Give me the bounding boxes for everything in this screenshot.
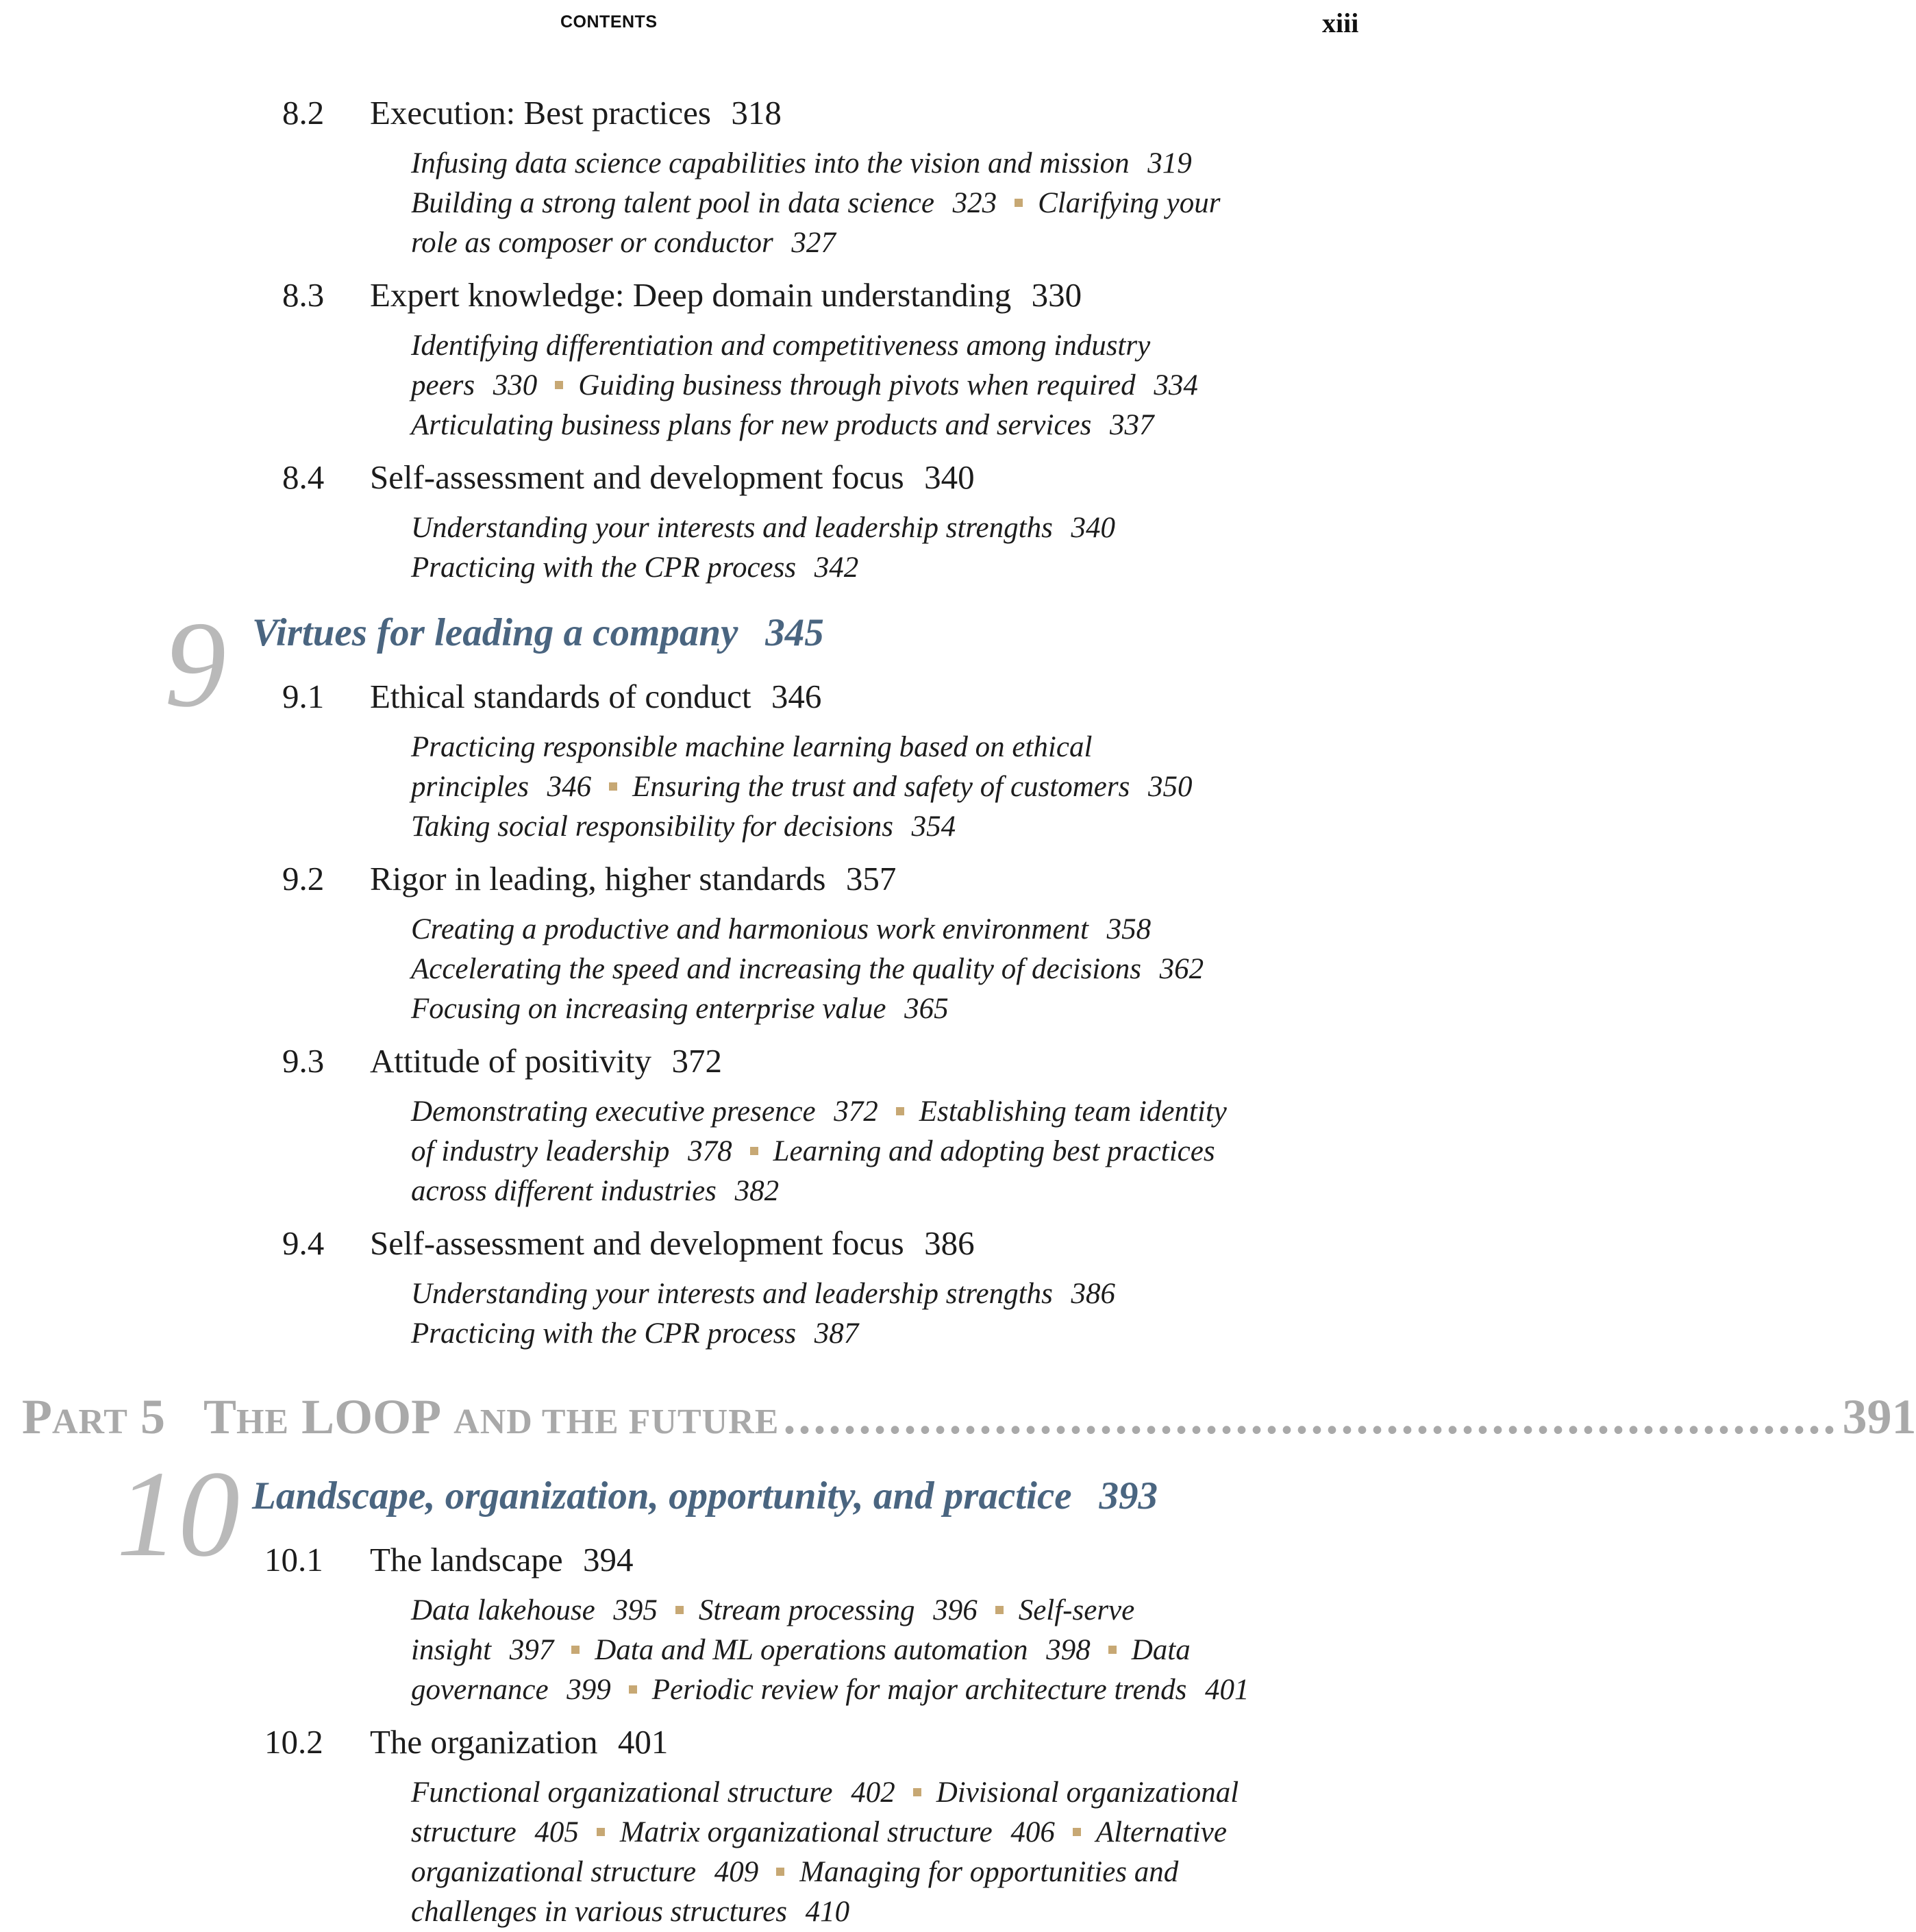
toc-link[interactable]: Understanding your interests and leadership strengths xyxy=(411,512,1053,544)
subsection-line: structure 405 Matrix organizational structure 406 Alternative xyxy=(411,1816,1227,1848)
bullet-separator xyxy=(609,782,617,791)
section-title[interactable]: Rigor in leading, higher standards 357 xyxy=(370,860,897,897)
toc-link[interactable]: Functional organizational structure xyxy=(411,1776,833,1809)
subsection-line: Demonstrating executive presence 372 Establishing team identity xyxy=(411,1095,1227,1128)
bullet-separator xyxy=(995,1606,1004,1614)
subsection-line: peers 330 Guiding business through pivots when required 334 xyxy=(411,369,1198,401)
chapter-title[interactable]: Virtues for leading a company 345 xyxy=(252,611,824,654)
part-label: PART 5 xyxy=(22,1389,165,1444)
toc-link[interactable]: across different industries xyxy=(411,1175,717,1207)
part-title: THE LOOP AND THE FUTURE xyxy=(203,1389,780,1444)
page-number: xiii xyxy=(1322,8,1359,38)
bullet-separator xyxy=(555,381,563,389)
subsection-line: across different industries 382 xyxy=(411,1175,780,1207)
section-number: 10.2 xyxy=(264,1723,323,1761)
toc-link[interactable]: organizational structure xyxy=(411,1856,697,1888)
part-page-number: 391 xyxy=(1842,1389,1916,1444)
dot-leader: ...................................................................... xyxy=(783,1389,1839,1444)
subsection-line: principles 346 Ensuring the trust and safety of customers 350 xyxy=(411,771,1193,803)
subsection-line: role as composer or conductor 327 xyxy=(411,227,836,259)
bullet-separator xyxy=(1015,199,1023,207)
toc-link[interactable]: governance xyxy=(411,1674,549,1706)
toc-link[interactable]: Practicing responsible machine learning based on ethical xyxy=(411,731,1093,763)
subsection-line: Accelerating the speed and increasing the quality of decisions 362 xyxy=(411,953,1204,985)
subsection-line: Understanding your interests and leadership strengths 340 xyxy=(411,512,1115,544)
section-title[interactable]: Ethical standards of conduct 346 xyxy=(370,678,822,715)
section-number: 9.2 xyxy=(282,860,325,897)
subsection-line: Functional organizational structure 402 Divisional organizational xyxy=(411,1776,1239,1809)
chapter-title[interactable]: Landscape, organization, opportunity, and practice 393 xyxy=(252,1474,1158,1518)
subsection-line: challenges in various structures 410 xyxy=(411,1896,850,1928)
subsection-line xyxy=(411,326,1150,366)
toc-link[interactable]: Establishing team identity xyxy=(919,1095,1227,1128)
subsection-line xyxy=(411,728,1092,767)
toc-link[interactable]: Building a strong talent pool in data science xyxy=(411,187,934,219)
section-number: 8.3 xyxy=(282,276,325,314)
toc-link[interactable]: Identifying differentiation and competitiveness among industry xyxy=(411,330,1151,362)
chapter-numeral: 10 xyxy=(116,1446,240,1582)
subsection-line: Practicing with the CPR process 342 xyxy=(411,552,859,584)
subsection-line: Building a strong talent pool in data science 323 Clarifying your xyxy=(411,187,1221,219)
toc-link[interactable]: Matrix organizational structure xyxy=(619,1816,993,1848)
toc-link[interactable]: Data lakehouse xyxy=(411,1594,595,1626)
section-number: 10.1 xyxy=(264,1541,323,1578)
toc-link[interactable]: Alternative xyxy=(1095,1816,1227,1848)
bullet-separator xyxy=(776,1868,784,1876)
toc-link[interactable]: Infusing data science capabilities into the vision and mission xyxy=(411,147,1130,179)
bullet-separator xyxy=(675,1606,684,1614)
toc-link[interactable]: role as composer or conductor xyxy=(411,227,773,259)
toc-link[interactable]: Understanding your interests and leadership strengths xyxy=(411,1278,1053,1310)
toc-link[interactable]: structure xyxy=(411,1816,517,1848)
subsection-line: Infusing data science capabilities into the vision and mission 319 xyxy=(411,147,1192,179)
toc-link[interactable]: Managing for opportunities and xyxy=(799,1856,1179,1888)
toc-link[interactable]: insight xyxy=(411,1634,492,1666)
toc-part-5[interactable] xyxy=(22,1389,1916,1450)
toc-link[interactable]: Data and ML operations automation xyxy=(595,1634,1028,1666)
subsection-line: Focusing on increasing enterprise value 365 xyxy=(411,993,949,1025)
section-title[interactable]: The organization 401 xyxy=(370,1723,669,1761)
section-title[interactable]: Expert knowledge: Deep domain understanding 330 xyxy=(370,276,1082,314)
subsection-line: insight 397 Data and ML operations automation 398 Data xyxy=(411,1634,1191,1666)
toc-link[interactable]: Ensuring the trust and safety of customers xyxy=(632,771,1130,803)
toc-link[interactable]: Periodic review for major architecture trends xyxy=(651,1674,1187,1706)
subsection-line: Creating a productive and harmonious work environment 358 xyxy=(411,913,1152,945)
chapter-numeral: 9 xyxy=(164,596,226,732)
running-header-title: CONTENTS xyxy=(560,12,658,32)
section-number: 9.3 xyxy=(282,1042,325,1080)
subsection-line: organizational structure 409 Managing for opportunities and xyxy=(411,1856,1179,1888)
section-title[interactable]: The landscape 394 xyxy=(370,1541,634,1578)
toc-link[interactable]: challenges in various structures xyxy=(411,1896,787,1928)
section-number: 8.4 xyxy=(282,458,325,496)
subsection-line: of industry leadership 378 Learning and adopting best practices xyxy=(411,1135,1215,1167)
toc-link[interactable]: Practicing with the CPR process xyxy=(411,552,797,584)
section-title[interactable]: Attitude of positivity 372 xyxy=(370,1042,722,1080)
toc-link[interactable]: Self-serve xyxy=(1018,1594,1135,1626)
toc-link[interactable]: Creating a productive and harmonious work environment xyxy=(411,913,1088,945)
section-title[interactable]: Execution: Best practices 318 xyxy=(370,94,782,132)
subsection-line: governance 399 Periodic review for major architecture trends 401 xyxy=(411,1674,1249,1706)
toc-link[interactable]: peers xyxy=(411,369,475,401)
bullet-separator xyxy=(1108,1646,1117,1654)
toc-link[interactable]: Articulating business plans for new products and services xyxy=(411,409,1092,441)
bullet-separator xyxy=(1073,1828,1081,1836)
subsection-line: Practicing with the CPR process 387 xyxy=(411,1317,859,1350)
bullet-separator xyxy=(913,1788,921,1796)
toc-link[interactable]: principles xyxy=(411,771,529,803)
toc-link[interactable]: Stream processing xyxy=(698,1594,915,1626)
bullet-separator xyxy=(629,1685,637,1694)
subsection-line: Understanding your interests and leadership strengths 386 xyxy=(411,1278,1115,1310)
toc-link[interactable]: Data xyxy=(1131,1634,1191,1666)
subsection-line: Taking social responsibility for decisions 354 xyxy=(411,810,956,843)
section-title[interactable]: Self-assessment and development focus 386 xyxy=(370,1224,975,1262)
bullet-separator xyxy=(597,1828,605,1836)
bullet-separator xyxy=(750,1147,758,1155)
section-number: 9.4 xyxy=(282,1224,325,1262)
subsection-line: Data lakehouse 395 Stream processing 396 Self-serve xyxy=(411,1594,1135,1626)
bullet-separator xyxy=(571,1646,580,1654)
toc-link[interactable]: Guiding business through pivots when required xyxy=(578,369,1136,401)
subsection-line: Articulating business plans for new products and services 337 xyxy=(411,409,1154,441)
bullet-separator xyxy=(896,1107,904,1115)
toc-link[interactable]: Practicing with the CPR process xyxy=(411,1317,797,1350)
toc-link[interactable]: Demonstrating executive presence xyxy=(411,1095,816,1128)
toc-link[interactable]: Taking social responsibility for decisions xyxy=(411,810,893,843)
toc-link[interactable]: Learning and adopting best practices xyxy=(773,1135,1215,1167)
section-number: 8.2 xyxy=(282,94,325,132)
toc-link[interactable]: Divisional organizational xyxy=(936,1776,1239,1809)
toc-link[interactable]: Accelerating the speed and increasing the quality of decisions xyxy=(411,953,1141,985)
toc-link[interactable]: Clarifying your xyxy=(1038,187,1221,219)
toc-link[interactable]: of industry leadership xyxy=(411,1135,670,1167)
toc-link[interactable]: Focusing on increasing enterprise value xyxy=(411,993,886,1025)
section-title[interactable]: Self-assessment and development focus 340 xyxy=(370,458,975,496)
section-number: 9.1 xyxy=(282,678,325,715)
